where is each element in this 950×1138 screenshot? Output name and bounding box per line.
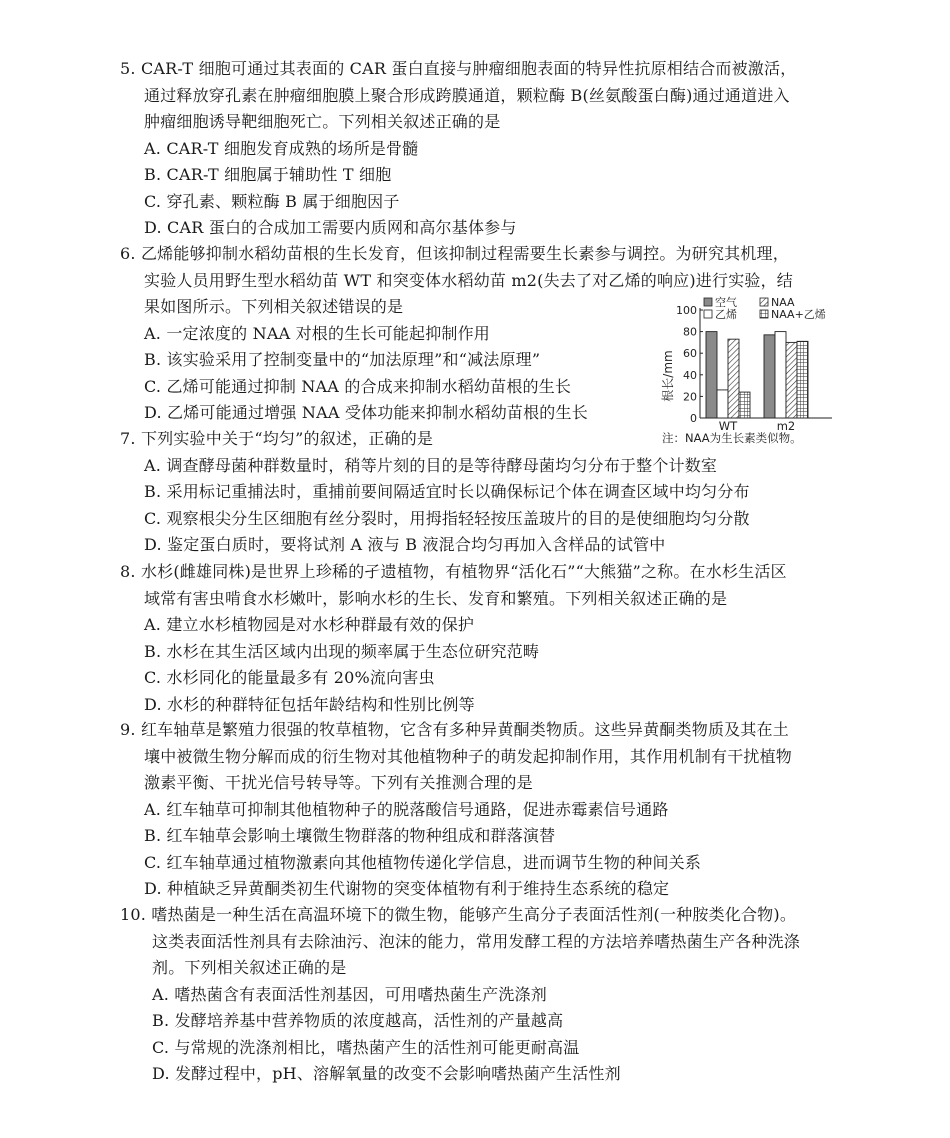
question-stem-line: 激素平衡、干扰光信号转导等。下列有关推测合理的是 bbox=[144, 773, 533, 792]
option-c: C. 水杉同化的能量最多有 20%流向害虫 bbox=[144, 668, 435, 687]
legend-swatch bbox=[704, 298, 712, 306]
option-b: B. CAR-T 细胞属于辅助性 T 细胞 bbox=[144, 165, 392, 184]
question-stem-line: 5. CAR-T 细胞可通过其表面的 CAR 蛋白直接与肿瘤细胞表面的特异性抗原相结合而被激活， bbox=[120, 59, 797, 78]
bar-chart-svg bbox=[660, 296, 842, 448]
bar-m2-空气 bbox=[764, 335, 775, 418]
y-axis-label: 根长/mm bbox=[661, 350, 675, 402]
legend-label: NAA bbox=[771, 296, 795, 309]
question-stem-line: 10. 嗜热菌是一种生活在高温环境下的微生物，能够产生高分子表面活性剂(一种胺类化合物)。 bbox=[120, 905, 797, 924]
question-stem-line: 剂。下列相关叙述正确的是 bbox=[152, 958, 347, 977]
x-tick-label: m2 bbox=[776, 419, 796, 433]
bar-m2-NAA+乙烯 bbox=[797, 341, 808, 418]
y-tick-label: 40 bbox=[683, 368, 697, 382]
x-tick-label: WT bbox=[718, 419, 738, 433]
root-length-chart bbox=[660, 296, 842, 448]
option-d: D. 发酵过程中，pH、溶解氧量的改变不会影响嗜热菌产生活性剂 bbox=[152, 1064, 621, 1083]
option-b: B. 发酵培养基中营养物质的浓度越高，活性剂的产量越高 bbox=[152, 1011, 564, 1030]
bar-WT-NAA+乙烯 bbox=[739, 392, 750, 418]
option-d: D. 鉴定蛋白质时，要将试剂 A 液与 B 液混合均匀再加入含样品的试管中 bbox=[144, 535, 666, 554]
question-stem-line: 肿瘤细胞诱导靶细胞死亡。下列相关叙述正确的是 bbox=[144, 112, 501, 131]
question-9 bbox=[120, 717, 840, 903]
bar-WT-乙烯 bbox=[717, 390, 728, 418]
question-stem-line: 壤中被微生物分解而成的衍生物对其他植物种子的萌发起抑制作用，其作用机制有干扰植物 bbox=[144, 746, 793, 766]
y-tick-label: 0 bbox=[690, 412, 697, 425]
legend-swatch bbox=[760, 310, 768, 318]
legend-label: 乙烯 bbox=[715, 308, 737, 321]
option-d: D. CAR 蛋白的合成加工需要内质网和高尔基体参与 bbox=[144, 218, 517, 237]
option-c: C. 乙烯可能通过抑制 NAA 的合成来抑制水稻幼苗根的生长 bbox=[144, 376, 572, 396]
question-stem-line: 果如图所示。下列相关叙述错误的是 bbox=[144, 297, 404, 316]
question-stem-line: 这类表面活性剂具有去除油污、泡沫的能力，常用发酵工程的方法培养嗜热菌生产各种洗涤 bbox=[152, 931, 801, 951]
option-c: C. 穿孔素、颗粒酶 B 属于细胞因子 bbox=[144, 191, 400, 211]
question-stem-line: 域常有害虫啃食水杉嫩叶，影响水杉的生长、发育和繁殖。下列相关叙述正确的是 bbox=[144, 588, 728, 608]
option-d: D. 乙烯可能通过增强 NAA 受体功能来抑制水稻幼苗根的生长 bbox=[144, 403, 588, 422]
bar-WT-NAA bbox=[728, 339, 739, 418]
y-tick-label: 100 bbox=[676, 304, 697, 317]
question-5 bbox=[120, 56, 840, 242]
bar-m2-乙烯 bbox=[775, 332, 786, 418]
question-stem-line: 实验人员用野生型水稻幼苗 WT 和突变体水稻幼苗 m2(失去了对乙烯的响应)进行实验，结 bbox=[144, 270, 794, 290]
option-a: A. CAR-T 细胞发育成熟的场所是骨髓 bbox=[144, 138, 419, 158]
question-stem-line: 9. 红车轴草是繁殖力很强的牧草植物，它含有多种异黄酮类物质。这些异黄酮类物质及其在土 bbox=[120, 720, 789, 739]
option-a: A. 嗜热菌含有表面活性剂基因，可用嗜热菌生产洗涤剂 bbox=[152, 984, 547, 1004]
option-b: B. 水杉在其生活区域内出现的频率属于生态位研究范畴 bbox=[144, 641, 540, 661]
legend-label: 空气 bbox=[715, 296, 737, 309]
question-stem-line: 6. 乙烯能够抑制水稻幼苗根的生长发育，但该抑制过程需要生长素参与调控。为研究其机理， bbox=[120, 244, 789, 263]
option-b: B. 红车轴草会影响土壤微生物群落的物种组成和群落演替 bbox=[144, 826, 556, 845]
option-d: D. 种植缺乏异黄酮类初生代谢物的突变体植物有利于维持生态系统的稳定 bbox=[144, 879, 670, 898]
y-tick-label: 20 bbox=[683, 390, 697, 404]
chart-note: 注：NAA为生长素类似物。 bbox=[662, 431, 802, 445]
legend-swatch bbox=[760, 298, 768, 306]
option-c: C. 红车轴草通过植物激素向其他植物传递化学信息，进而调节生物的种间关系 bbox=[144, 852, 702, 872]
option-a: A. 一定浓度的 NAA 对根的生长可能起抑制作用 bbox=[144, 323, 491, 343]
legend-label: NAA+乙烯 bbox=[771, 308, 826, 321]
option-a: A. 建立水杉植物园是对水杉种群最有效的保护 bbox=[144, 615, 475, 634]
question-8 bbox=[120, 559, 840, 718]
question-stem-line: 8. 水杉(雌雄同株)是世界上珍稀的孑遗植物，有植物界“活化石”“大熊猫”之称。在水杉生活区 bbox=[120, 562, 787, 581]
option-b: B. 采用标记重捕法时，重捕前要间隔适宜时长以确保标记个体在调查区域中均匀分布 bbox=[144, 482, 750, 501]
question-stem-line: 7. 下列实验中关于“均匀”的叙述，正确的是 bbox=[120, 429, 434, 448]
bar-m2-NAA bbox=[786, 342, 797, 418]
option-c: C. 与常规的洗涤剂相比，嗜热菌产生的活性剂可能更耐高温 bbox=[152, 1037, 580, 1057]
bar-WT-空气 bbox=[706, 332, 717, 418]
y-tick-label: 60 bbox=[683, 347, 697, 361]
option-a: A. 调查酵母菌种群数量时，稍等片刻的目的是等待酵母菌均匀分布于整个计数室 bbox=[144, 455, 718, 475]
question-10 bbox=[120, 902, 840, 1088]
legend-swatch bbox=[704, 310, 712, 318]
question-stem-line: 通过释放穿孔素在肿瘤细胞膜上聚合形成跨膜通道，颗粒酶 B(丝氨酸蛋白酶)通过通道进入 bbox=[144, 85, 790, 105]
option-d: D. 水杉的种群特征包括年龄结构和性别比例等 bbox=[144, 694, 475, 714]
option-b: B. 该实验采用了控制变量中的“加法原理”和“减法原理” bbox=[144, 350, 541, 369]
option-c: C. 观察根尖分生区细胞有丝分裂时，用拇指轻轻按压盖玻片的目的是使细胞均匀分散 bbox=[144, 508, 750, 528]
y-tick-label: 80 bbox=[683, 325, 697, 339]
option-a: A. 红车轴草可抑制其他植物种子的脱落酸信号通路，促进赤霉素信号通路 bbox=[144, 799, 669, 819]
